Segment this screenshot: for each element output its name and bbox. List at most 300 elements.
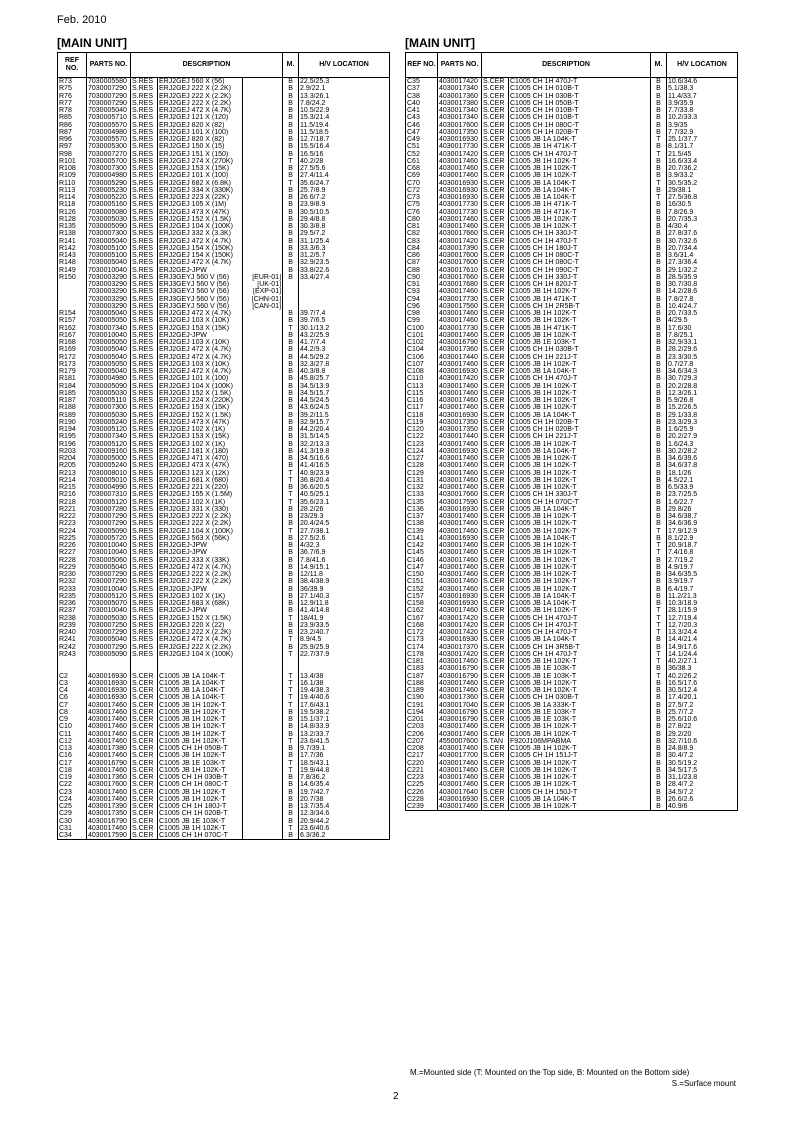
table-row [58, 760, 390, 767]
location-cell: 29.5/7.2 [299, 230, 390, 237]
parts-no-cell: 4030017460 [438, 803, 482, 811]
location-cell: 25.6/10.6 [667, 716, 738, 723]
location-cell: 25.9/25.9 [299, 644, 390, 651]
ref-no-cell: C139 [406, 528, 438, 535]
location-cell: 10.3/18.9 [667, 600, 738, 607]
ref-no-cell: C201 [406, 716, 438, 723]
type-cell: S.CER [482, 723, 509, 730]
parts-no-cell: 4030017350 [87, 810, 131, 817]
region-cell [243, 433, 283, 440]
ref-no-cell: R236 [58, 600, 87, 607]
table-row [58, 433, 390, 440]
parts-no-cell: 4030017420 [438, 651, 482, 658]
parts-no-cell: 7030007290 [87, 520, 131, 527]
ref-no-cell: R228 [58, 557, 87, 564]
location-cell: 20.2/28.8 [667, 383, 738, 390]
parts-no-cell: 7030005240 [87, 462, 131, 469]
region-cell [243, 622, 283, 629]
location-cell: 4.9/19.7 [667, 564, 738, 571]
table-row [406, 368, 738, 375]
mount-cell: T [283, 158, 299, 165]
description-cell: C1005 CH 1H 470J-T [509, 629, 651, 636]
type-cell: S.RES [131, 455, 158, 462]
type-cell: S.CER [131, 709, 158, 716]
page-number: 2 [393, 1091, 399, 1102]
region-cell: [CHN-01] [243, 296, 283, 303]
region-cell [243, 803, 283, 810]
type-cell: S.RES [131, 303, 158, 310]
location-cell: 18.1/26 [667, 470, 738, 477]
mount-cell: B [651, 332, 667, 339]
type-cell: S.RES [131, 528, 158, 535]
region-cell [243, 325, 283, 332]
region-cell [243, 629, 283, 636]
type-cell: S.CER [482, 201, 509, 208]
table-row [406, 201, 738, 208]
description-cell: C1005 JB 1H 471K-T [509, 143, 651, 150]
mount-cell: B [651, 557, 667, 564]
type-cell: S.CER [131, 803, 158, 810]
parts-no-cell: 7030005710 [87, 114, 131, 121]
ref-no-cell: C183 [406, 665, 438, 672]
description-cell: C1005 JB 1H 102K-T [509, 332, 651, 339]
type-cell: S.CER [482, 325, 509, 332]
parts-no-cell: 7030005230 [87, 187, 131, 194]
location-cell: 25.7/8.9 [299, 187, 390, 194]
parts-no-cell: 4030016790 [438, 339, 482, 346]
table-row [58, 629, 390, 636]
ref-no-cell: R168 [58, 339, 87, 346]
description-cell: ERJ2GEJ 472 X (4.7K) [158, 238, 243, 245]
location-cell: 3.9/35.9 [667, 100, 738, 107]
location-cell: 43.2/25.9 [299, 332, 390, 339]
description-cell: ERJ2GEJ 222 X (2.2K) [158, 85, 243, 92]
table-row [406, 499, 738, 506]
type-cell: S.CER [482, 85, 509, 92]
description-cell: ERJ3GEYJ 560 V (56) [158, 281, 243, 288]
location-cell: 40.9/6 [667, 803, 738, 811]
mount-cell: B [283, 78, 299, 86]
parts-no-cell: 7030005570 [87, 122, 131, 129]
type-cell: S.RES [131, 216, 158, 223]
parts-no-cell: 4030017730 [438, 201, 482, 208]
type-cell: S.RES [131, 296, 158, 303]
region-cell [243, 506, 283, 513]
surface-mount-note: S.=Surface mount [671, 1079, 736, 1088]
type-cell: S.RES [131, 542, 158, 549]
parts-no-cell: 4030017360 [438, 694, 482, 701]
ref-no-cell: R150 [58, 274, 87, 281]
parts-no-cell: 7030005050 [87, 361, 131, 368]
ref-no-cell: C124 [406, 448, 438, 455]
description-cell: ERJ3GEYJ 560 V (56) [158, 288, 243, 295]
parts-no-cell: 7030003290 [87, 281, 131, 288]
parts-no-cell: 7030005080 [87, 209, 131, 216]
mount-cell: B [283, 172, 299, 179]
parts-no-cell: 4030017040 [438, 702, 482, 709]
location-cell: 32.9/33.1 [667, 339, 738, 346]
description-cell: C1005 JB 1H 102K-T [509, 383, 651, 390]
location-cell: 23.6/41.5 [299, 738, 390, 745]
parts-no-cell: 7030007280 [87, 506, 131, 513]
mount-cell: B [283, 143, 299, 150]
table-row [58, 644, 390, 651]
type-cell: S.RES [131, 491, 158, 498]
table-row [406, 288, 738, 295]
description-cell: C1005 CH 1H 030B-T [509, 694, 651, 701]
type-cell: S.CER [482, 752, 509, 759]
parts-no-cell: 4030017730 [438, 143, 482, 150]
parts-no-cell: 4030017360 [438, 93, 482, 100]
parts-no-cell: 4030016790 [438, 716, 482, 723]
type-cell: S.CER [131, 810, 158, 817]
location-cell: 27.5/5.6 [299, 165, 390, 172]
table-row [406, 223, 738, 230]
location-cell: 16/30.5 [667, 201, 738, 208]
location-cell: 16.5/16 [299, 151, 390, 158]
ref-no-cell: R185 [58, 390, 87, 397]
parts-no-cell: 7030007290 [87, 629, 131, 636]
mount-cell: B [283, 354, 299, 361]
region-cell [243, 455, 283, 462]
table-row [406, 151, 738, 158]
table-row [58, 339, 390, 346]
mount-cell: B [651, 129, 667, 136]
region-cell [243, 535, 283, 542]
ref-no-cell: C220 [406, 760, 438, 767]
description-cell: C1005 JB 1H 471K-T [509, 201, 651, 208]
region-cell [243, 368, 283, 375]
type-cell: S.CER [482, 317, 509, 324]
mount-cell: B [283, 223, 299, 230]
type-cell: S.RES [131, 462, 158, 469]
mount-cell: B [651, 723, 667, 730]
table-row [58, 455, 390, 462]
mount-cell: B [283, 107, 299, 114]
table-row [406, 796, 738, 803]
type-cell: S.CER [482, 665, 509, 672]
type-cell: S.RES [131, 636, 158, 643]
table-row [58, 158, 390, 165]
parts-no-cell: 4030017460 [87, 738, 131, 745]
ref-no-cell: R221 [58, 506, 87, 513]
type-cell: S.CER [482, 158, 509, 165]
parts-no-cell: 4030017380 [87, 745, 131, 752]
description-cell: ERJ2GEJ 820 X (82) [158, 136, 243, 143]
type-cell: S.RES [131, 484, 158, 491]
ref-no-cell: C73 [406, 194, 438, 201]
type-cell: S.CER [482, 622, 509, 629]
table-row [58, 194, 390, 201]
type-cell: S.RES [131, 397, 158, 404]
table-row [58, 557, 390, 564]
parts-no-cell: 4030017460 [438, 172, 482, 179]
mount-cell: B [283, 346, 299, 353]
ref-no-cell: R108 [58, 165, 87, 172]
ref-no-cell: R213 [58, 470, 87, 477]
type-cell: S.CER [482, 122, 509, 129]
table-row [406, 158, 738, 165]
location-cell: 15.1/37.1 [299, 716, 390, 723]
description-cell: ERJ2GEJ-JPW [158, 586, 243, 593]
location-cell: 4.5/22.1 [667, 477, 738, 484]
table-row [58, 600, 390, 607]
description-cell: C1005 JB 1A 104K-T [509, 194, 651, 201]
parts-no-cell: 4030017460 [438, 288, 482, 295]
parts-no-cell: 4030016930 [87, 694, 131, 701]
region-cell [243, 245, 283, 252]
location-cell: 28.2/26 [299, 506, 390, 513]
table-row [58, 143, 390, 150]
parts-no-cell: 7030007340 [87, 433, 131, 440]
mount-cell: B [283, 745, 299, 752]
type-cell: S.CER [482, 535, 509, 542]
ref-no-cell: R218 [58, 499, 87, 506]
region-cell [243, 484, 283, 491]
parts-no-cell: 4030017460 [438, 223, 482, 230]
table-row [58, 528, 390, 535]
location-cell: 32.9/23.5 [299, 259, 390, 266]
type-cell: S.CER [131, 723, 158, 730]
ref-no-cell: C138 [406, 520, 438, 527]
description-cell: C1005 CH 1H 080C-T [158, 781, 243, 788]
parts-no-cell: 4030017460 [87, 789, 131, 796]
region-cell [243, 658, 283, 665]
parts-no-cell: 7030005040 [87, 354, 131, 361]
mount-cell: T [283, 767, 299, 774]
ref-no-cell: C82 [406, 230, 438, 237]
type-cell: S.CER [131, 781, 158, 788]
ref-no-cell: C8 [58, 709, 87, 716]
mount-cell: B [283, 419, 299, 426]
description-cell: ERJ2GEJ 471 X (470) [158, 455, 243, 462]
mount-cell: T [283, 477, 299, 484]
mount-cell: B [651, 448, 667, 455]
location-cell: 34.6/38.7 [667, 513, 738, 520]
description-cell: ERJ2GEJ 153 X (15K) [158, 165, 243, 172]
table-row [58, 571, 390, 578]
description-cell: C1005 JB 1H 102K-T [509, 310, 651, 317]
mount-cell: B [651, 564, 667, 571]
ref-no-cell: C147 [406, 564, 438, 571]
region-cell [243, 143, 283, 150]
parts-no-cell: 7030005240 [87, 419, 131, 426]
table-row [58, 296, 390, 303]
type-cell: S.CER [482, 506, 509, 513]
table-row [406, 296, 738, 303]
type-cell: S.CER [482, 100, 509, 107]
description-cell: ERJ2GEJ 472 X (4.7K) [158, 310, 243, 317]
region-cell [243, 122, 283, 129]
location-cell: 10.2/33.3 [667, 114, 738, 121]
parts-no-cell: 4030017350 [438, 419, 482, 426]
type-cell: S.CER [482, 781, 509, 788]
ref-no-cell: C152 [406, 586, 438, 593]
ref-no-cell: C35 [406, 78, 438, 86]
parts-no-cell: 7030004980 [87, 375, 131, 382]
table-row [58, 774, 390, 781]
mount-cell: B [283, 557, 299, 564]
table-row [406, 789, 738, 796]
location-cell: 29.4/8.8 [299, 216, 390, 223]
type-cell: S.RES [131, 310, 158, 317]
ref-no-cell: C119 [406, 419, 438, 426]
description-cell: ERJ2GEJ 472 X (4.7K) [158, 259, 243, 266]
ref-no-cell: C203 [406, 723, 438, 730]
description-cell: C1005 JB 1H 102K-T [509, 172, 651, 179]
location-cell: 13.3/24.4 [667, 629, 738, 636]
description-cell: C1005 CH 1H 090C-T [509, 267, 651, 274]
description-cell: C1005 JB 1H 471K-T [509, 209, 651, 216]
parts-no-cell: 7030005120 [87, 441, 131, 448]
description-cell: ERJ2GEJ 334 X (330K) [158, 187, 243, 194]
mount-cell: T [283, 702, 299, 709]
table-row [58, 825, 390, 832]
table-row [58, 310, 390, 317]
mount-cell: T [283, 499, 299, 506]
type-cell: S.CER [131, 818, 158, 825]
mount-cell: B [651, 404, 667, 411]
parts-no-cell: 4030017420 [438, 151, 482, 158]
description-cell: C1005 JB 1H 102K-T [509, 680, 651, 687]
location-cell: 23.2/40.7 [299, 629, 390, 636]
type-cell: S.RES [131, 404, 158, 411]
region-cell [243, 230, 283, 237]
description-cell: ERJ2GEJ 472 X (4.7K) [158, 107, 243, 114]
table-row [58, 245, 390, 252]
table-row [58, 810, 390, 817]
table-row [58, 129, 390, 136]
location-cell: 25.7/7.2 [667, 709, 738, 716]
parts-no-cell: 7030005040 [87, 107, 131, 114]
type-cell: S.RES [131, 267, 158, 274]
type-cell: S.CER [482, 448, 509, 455]
location-cell: 20.7/33.5 [667, 310, 738, 317]
location-cell: 40.3/8.8 [299, 368, 390, 375]
location-cell: 15.3/21.4 [299, 114, 390, 121]
description-cell: C1005 JB 1H 102K-T [158, 752, 243, 759]
location-cell: 32.2/13.3 [299, 441, 390, 448]
type-cell: S.CER [482, 230, 509, 237]
ref-no-cell: R227 [58, 549, 87, 556]
table-row [406, 93, 738, 100]
ref-no-cell: R222 [58, 513, 87, 520]
table-row [406, 310, 738, 317]
location-header: H/V LOCATION [299, 53, 390, 78]
mount-cell: B [283, 310, 299, 317]
location-cell: 39.7/7.4 [299, 310, 390, 317]
region-cell [243, 774, 283, 781]
region-cell [243, 201, 283, 208]
region-cell [243, 702, 283, 709]
mount-cell: B [651, 383, 667, 390]
parts-no-cell: 4030017460 [438, 745, 482, 752]
type-cell: S.RES [131, 317, 158, 324]
mount-cell: T [283, 528, 299, 535]
type-cell: S.CER [131, 832, 158, 840]
table-row [406, 339, 738, 346]
parts-no-cell: 7030005030 [87, 216, 131, 223]
mount-cell: B [283, 151, 299, 158]
type-cell: S.CER [482, 549, 509, 556]
location-cell [299, 281, 390, 288]
table-row [58, 752, 390, 759]
type-cell: S.RES [131, 201, 158, 208]
mount-cell: B [651, 745, 667, 752]
table-row [406, 528, 738, 535]
ref-no-cell: C207 [406, 738, 438, 745]
table-row [58, 332, 390, 339]
type-cell: S.CER [482, 470, 509, 477]
type-cell: S.CER [482, 383, 509, 390]
region-cell [243, 789, 283, 796]
parts-no-cell: 4030017680 [438, 281, 482, 288]
type-cell: S.RES [131, 615, 158, 622]
type-cell: S.CER [131, 789, 158, 796]
left-parts-table [57, 52, 390, 840]
region-cell [243, 680, 283, 687]
location-cell: 30.2/28.2 [667, 448, 738, 455]
ref-no-cell: C118 [406, 412, 438, 419]
table-row [58, 448, 390, 455]
ref-no-cell: C135 [406, 499, 438, 506]
parts-no-cell: 4030017390 [87, 803, 131, 810]
type-cell: S.CER [482, 520, 509, 527]
parts-no-cell: 7030005570 [87, 136, 131, 143]
parts-no-cell: 7030005010 [87, 477, 131, 484]
table-row [406, 397, 738, 404]
description-cell: C1005 CH 1H 820J-T [509, 281, 651, 288]
mount-cell: B [651, 209, 667, 216]
mount-cell: T [651, 194, 667, 201]
type-cell: S.CER [482, 542, 509, 549]
description-cell: ERJ2GEJ 473 X (47K) [158, 209, 243, 216]
parts-no-cell: 7030010040 [87, 549, 131, 556]
region-cell [243, 586, 283, 593]
parts-no-cell: 4030017730 [438, 325, 482, 332]
location-cell: 26.6/2.6 [667, 796, 738, 803]
description-cell: ERJ2GEJ 101 X (100) [158, 375, 243, 382]
parts-no-cell: 7030010040 [87, 607, 131, 614]
description-cell: C1005 JB 1H 102K-T [509, 723, 651, 730]
ref-no-cell: R179 [58, 368, 87, 375]
type-cell: S.CER [482, 455, 509, 462]
mount-cell: B [283, 607, 299, 614]
parts-no-cell: 7030005120 [87, 593, 131, 600]
ref-no-cell: R138 [58, 230, 87, 237]
region-cell [243, 723, 283, 730]
type-cell: S.RES [131, 346, 158, 353]
table-row [406, 781, 738, 788]
ref-no-cell: C106 [406, 354, 438, 361]
location-cell: 27.5/7.2 [667, 702, 738, 709]
type-cell: S.RES [131, 433, 158, 440]
table-row [58, 165, 390, 172]
mount-cell: B [283, 731, 299, 738]
type-cell: S.RES [131, 129, 158, 136]
location-cell: 8.1/22.9 [667, 535, 738, 542]
ref-no-cell: R242 [58, 644, 87, 651]
region-cell [243, 383, 283, 390]
location-cell: 41.3/19.8 [299, 448, 390, 455]
mount-cell: B [283, 252, 299, 259]
location-cell: 30.1/13.2 [299, 325, 390, 332]
ref-no-cell: R142 [58, 245, 87, 252]
type-cell: S.CER [482, 644, 509, 651]
table-row [58, 673, 390, 680]
type-cell: S.CER [482, 129, 509, 136]
ref-no-cell: C88 [406, 267, 438, 274]
